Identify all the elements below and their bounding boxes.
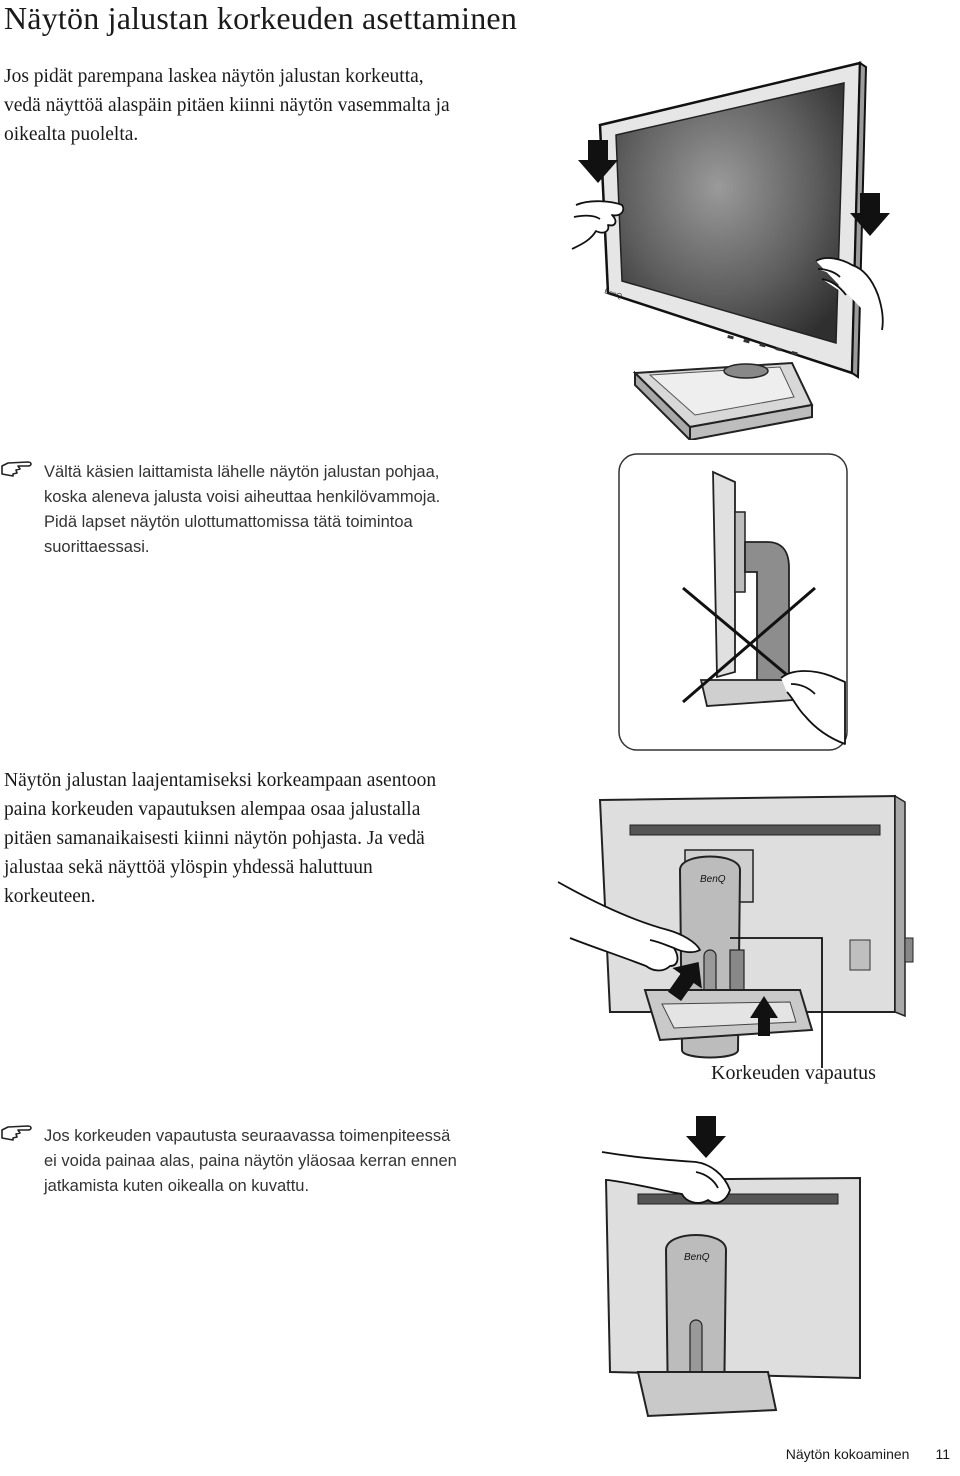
brand-logo: BenQ [603,288,623,301]
note-line: ei voida painaa alas, paina näytön yläosaa kerran ennen [44,1152,457,1170]
extend-line: korkeuteen. [4,886,96,907]
warning-side-view-figure [617,452,849,752]
intro-paragraph [4,62,450,149]
extend-line: jalustaa sekä näyttöä ylöspin yhdessä haluttuun [4,857,373,878]
brand-logo: BenQ [684,1252,710,1263]
monitor-lowering-figure [560,55,890,440]
monitor-raising-figure [550,790,920,1070]
footer-section: Näytön kokoaminen [785,1446,910,1462]
height-release-label: Korkeuden vapautus [711,1062,876,1084]
pointing-hand-icon [0,458,36,480]
intro-line: Jos pidät parempana laskea näytön jalustan korkeutta, [4,66,424,87]
note-line: koska aleneva jalusta voisi aiheuttaa henkilövammoja. [44,488,441,506]
brand-logo: BenQ [700,874,726,885]
note-line: Pidä lapset näytön ulottumattomissa tätä toimintoa [44,513,413,531]
extend-line: paina korkeuden vapautuksen alempaa osaa jalustalla [4,799,421,820]
page-title: Näytön jalustan korkeuden asettaminen [4,0,518,36]
extend-paragraph [4,766,436,911]
extend-line: pitäen samanaikaisesti kiinni näytön pohjasta. Ja vedä [4,828,425,849]
note-line: suorittaessasi. [44,538,150,556]
monitor-press-top-figure [598,1110,868,1420]
warning-note [44,460,440,560]
arrow-down-icon [686,1116,726,1158]
page-number: 11 [935,1446,950,1462]
note-line: Jos korkeuden vapautusta seuraavassa toimenpiteessä [44,1127,451,1145]
page-footer [786,1446,950,1462]
release-note [44,1124,457,1199]
pointing-hand-icon [0,1122,36,1144]
extend-line: Näytön jalustan laajentamiseksi korkeampaan asentoon [4,770,437,791]
note-line: Vältä käsien laittamista lähelle näytön jalustan pohjaa, [44,463,440,481]
intro-line: vedä näyttöä alaspäin pitäen kiinni näytön vasemmalta ja [4,95,450,116]
intro-line: oikealta puolelta. [4,124,139,145]
note-line: jatkamista kuten oikealla on kuvattu. [44,1177,310,1195]
